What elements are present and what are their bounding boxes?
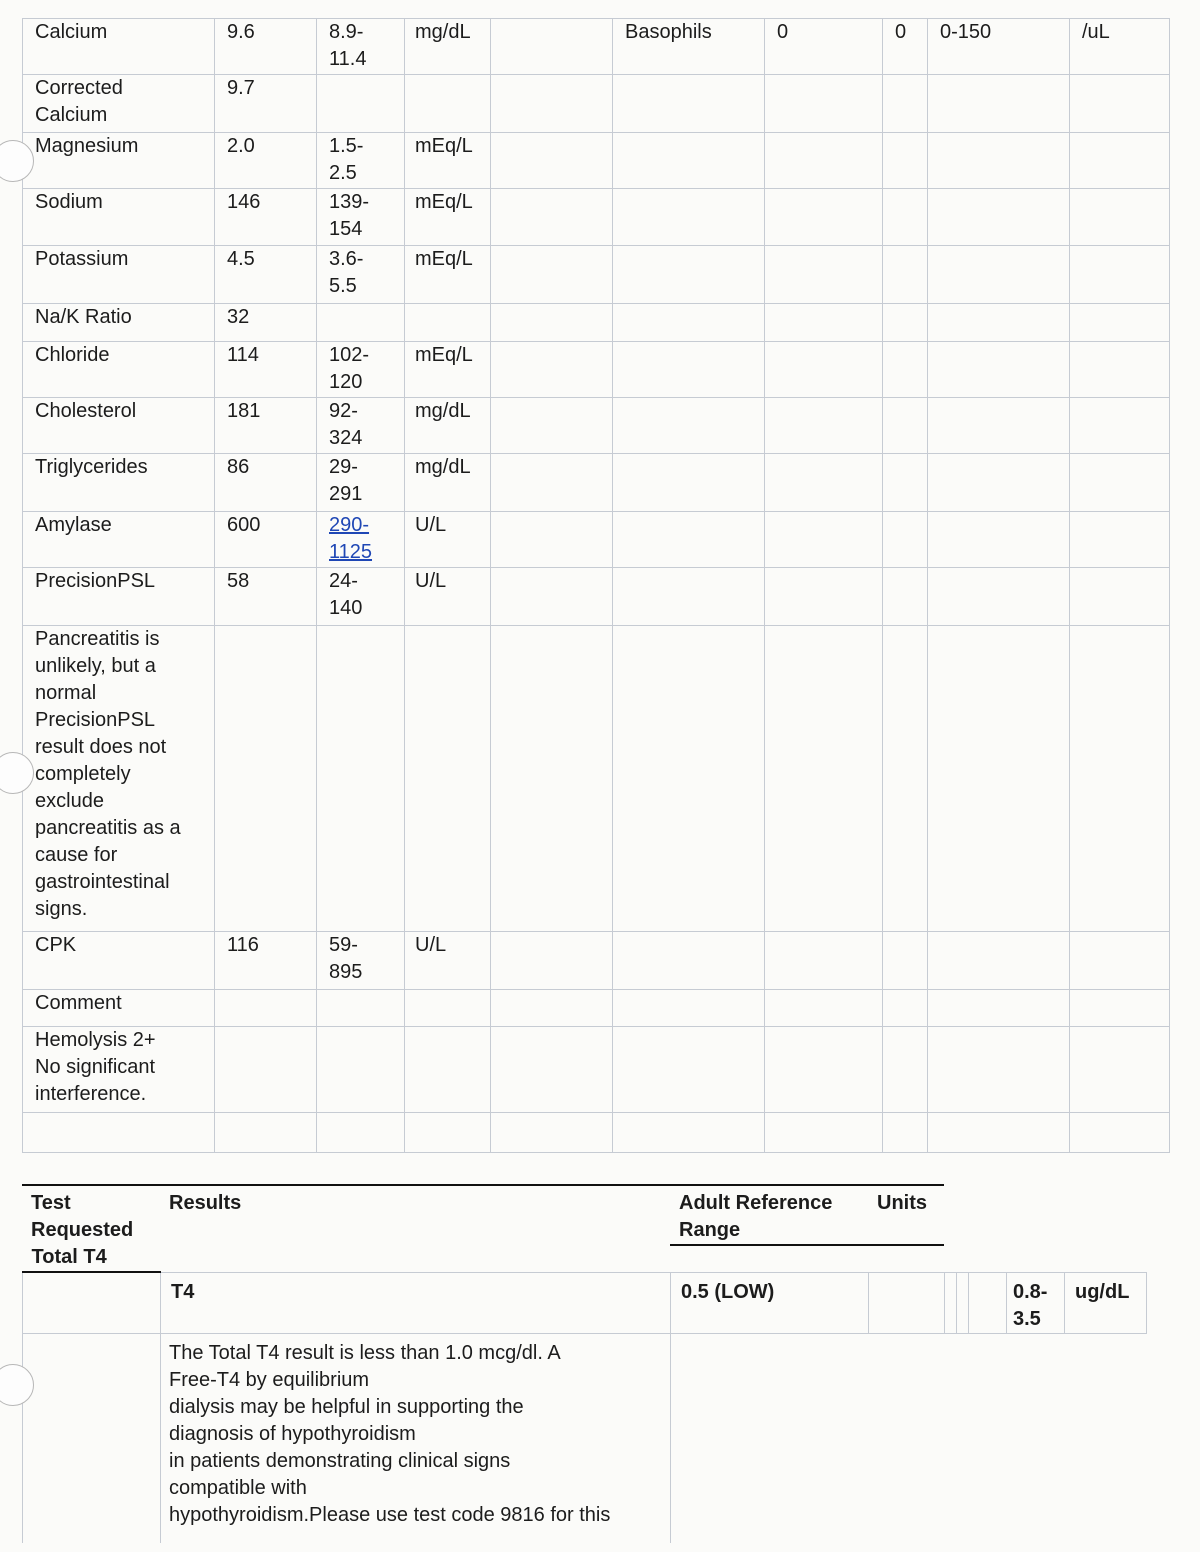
reference-range-cell: 3.6- 5.5: [317, 246, 405, 304]
hematology-units-cell: [1070, 398, 1170, 454]
hematology-range-cell: [928, 304, 1070, 342]
hematology-range-cell: [928, 342, 1070, 398]
test-name-cell: Magnesium: [23, 133, 215, 189]
hematology-range-cell: [928, 1113, 1070, 1153]
hematology-value-cell: [883, 990, 928, 1027]
header-test-requested: Test Requested: [22, 1185, 160, 1245]
hematology-value-cell: [883, 568, 928, 626]
table-row: [23, 189, 1170, 246]
units-cell: U/L: [405, 932, 491, 990]
units-cell: [405, 990, 491, 1027]
hematology-test-cell: [613, 1113, 765, 1153]
units-cell: mg/dL: [405, 454, 491, 512]
hematology-value-cell: [883, 189, 928, 246]
hematology-result-cell: [765, 932, 883, 990]
hematology-value-cell: [883, 1027, 928, 1113]
hematology-test-cell: [613, 568, 765, 626]
test-name-cell: Triglycerides: [23, 454, 215, 512]
reference-range-cell: [317, 1027, 405, 1113]
hematology-range-cell: [928, 133, 1070, 189]
header-adult-reference-range: Adult Reference Range: [670, 1185, 868, 1245]
units-cell: mEq/L: [405, 133, 491, 189]
hematology-range-cell: [928, 189, 1070, 246]
test-name-cell: Calcium: [23, 19, 215, 75]
hematology-value-cell: [883, 75, 928, 133]
hematology-value-cell: [883, 1113, 928, 1153]
result-cell: [215, 1113, 317, 1153]
result-cell: 86: [215, 454, 317, 512]
test-name-cell: [23, 1113, 215, 1153]
test-name-cell: Potassium: [23, 246, 215, 304]
result-cell: 9.6: [215, 19, 317, 75]
table-row: [23, 19, 1170, 75]
hematology-test-cell: [613, 932, 765, 990]
table-row: [23, 990, 1170, 1027]
hematology-test-cell: [613, 398, 765, 454]
reference-range-cell: 1.5- 2.5: [317, 133, 405, 189]
hematology-units-cell: [1070, 626, 1170, 932]
result-cell: 600: [215, 512, 317, 568]
panel-empty-cell: [23, 1272, 161, 1333]
hematology-range-cell: [928, 626, 1070, 932]
reference-range-cell: 24- 140: [317, 568, 405, 626]
reference-range-link[interactable]: 290- 1125: [329, 514, 373, 563]
units-cell: [405, 304, 491, 342]
hematology-range-cell: [928, 454, 1070, 512]
reference-range-cell: 139- 154: [317, 189, 405, 246]
hematology-range-cell: [928, 246, 1070, 304]
table-row: [23, 133, 1170, 189]
hematology-units-cell: [1070, 568, 1170, 626]
panel-result-value: 0.5 (LOW): [671, 1272, 869, 1333]
hematology-value-cell: [883, 398, 928, 454]
units-cell: [405, 1113, 491, 1153]
reference-range-cell: [317, 1113, 405, 1153]
hematology-test-cell: [613, 626, 765, 932]
hematology-value-cell: [883, 626, 928, 932]
thyroid-results-table: [22, 1244, 1147, 1543]
table-row: [23, 1113, 1170, 1153]
table-row: [23, 304, 1170, 342]
reference-range-cell: [317, 304, 405, 342]
result-cell: [215, 990, 317, 1027]
hematology-result-cell: [765, 568, 883, 626]
hematology-units-cell: [1070, 342, 1170, 398]
hematology-units-cell: [1070, 1027, 1170, 1113]
hematology-result-cell: [765, 75, 883, 133]
chemistry-results-table: [22, 18, 1170, 1153]
hematology-range-cell: [928, 512, 1070, 568]
reference-range-cell: 29- 291: [317, 454, 405, 512]
test-name-cell: Chloride: [23, 342, 215, 398]
hematology-value-cell: [883, 246, 928, 304]
hematology-test-cell: [613, 189, 765, 246]
hematology-range-cell: [928, 75, 1070, 133]
test-name-cell: Na/K Ratio: [23, 304, 215, 342]
table-row: [23, 246, 1170, 304]
test-name-cell: PrecisionPSL: [23, 568, 215, 626]
table-row: [23, 398, 1170, 454]
reference-range-cell: 59- 895: [317, 932, 405, 990]
panel-units: ug/dL: [1065, 1272, 1147, 1333]
hematology-result-cell: [765, 1113, 883, 1153]
table-row: [23, 512, 1170, 568]
test-name-cell: Sodium: [23, 189, 215, 246]
hematology-test-cell: [613, 454, 765, 512]
hematology-value-cell: [883, 512, 928, 568]
result-cell: [215, 1027, 317, 1113]
reference-range-cell: 8.9- 11.4: [317, 19, 405, 75]
hematology-value-cell: [883, 454, 928, 512]
test-name-cell: Hemolysis 2+ No significant interference.: [23, 1027, 215, 1113]
hematology-test-cell: [613, 342, 765, 398]
reference-range-cell: [317, 990, 405, 1027]
hematology-units-cell: [1070, 189, 1170, 246]
test-name-cell: Corrected Calcium: [23, 75, 215, 133]
hematology-units-cell: /uL: [1070, 19, 1170, 75]
hematology-value-cell: [883, 304, 928, 342]
hematology-result-cell: [765, 626, 883, 932]
reference-range-cell: 92- 324: [317, 398, 405, 454]
reference-range-cell: [317, 626, 405, 932]
units-cell: mg/dL: [405, 19, 491, 75]
units-cell: U/L: [405, 568, 491, 626]
hematology-result-cell: [765, 1027, 883, 1113]
hematology-value-cell: [883, 342, 928, 398]
result-cell: 4.5: [215, 246, 317, 304]
hematology-units-cell: [1070, 990, 1170, 1027]
hematology-result-cell: [765, 990, 883, 1027]
panel-reference-range: 0.8- 3.5: [1007, 1272, 1065, 1333]
reference-range-cell: [317, 75, 405, 133]
table-row: [23, 932, 1170, 990]
hematology-test-cell: [613, 512, 765, 568]
table-row: [23, 626, 1170, 932]
table-row: [23, 342, 1170, 398]
hematology-units-cell: [1070, 932, 1170, 990]
hematology-result-cell: [765, 454, 883, 512]
result-cell: 116: [215, 932, 317, 990]
hematology-units-cell: [1070, 246, 1170, 304]
hematology-test-cell: [613, 990, 765, 1027]
units-cell: mg/dL: [405, 398, 491, 454]
thyroid-header-table: [22, 1184, 944, 1246]
reference-range-cell: 102- 120: [317, 342, 405, 398]
hematology-units-cell: [1070, 512, 1170, 568]
hematology-result-cell: [765, 246, 883, 304]
hematology-range-cell: [928, 1027, 1070, 1113]
hematology-value-cell: 0: [883, 19, 928, 75]
table-row: [23, 1027, 1170, 1113]
units-cell: mEq/L: [405, 246, 491, 304]
units-cell: mEq/L: [405, 342, 491, 398]
hematology-range-cell: 0-150: [928, 19, 1070, 75]
table-row: [23, 454, 1170, 512]
table-row: [23, 75, 1170, 133]
panel-test-name: T4: [161, 1272, 671, 1333]
hematology-result-cell: [765, 512, 883, 568]
result-cell: [215, 626, 317, 932]
result-cell: 32: [215, 304, 317, 342]
hematology-units-cell: [1070, 304, 1170, 342]
hematology-test-cell: Basophils: [613, 19, 765, 75]
hematology-range-cell: [928, 398, 1070, 454]
result-cell: 181: [215, 398, 317, 454]
hematology-range-cell: [928, 990, 1070, 1027]
test-name-cell: Pancreatitis is unlikely, but a normal PrecisionPSL result does not completely exclude pancreatitis as a cause for gastrointestinal signs.: [23, 626, 215, 932]
hematology-units-cell: [1070, 133, 1170, 189]
test-name-cell: Amylase: [23, 512, 215, 568]
test-name-cell: CPK: [23, 932, 215, 990]
hematology-test-cell: [613, 133, 765, 189]
result-cell: 9.7: [215, 75, 317, 133]
hematology-test-cell: [613, 75, 765, 133]
hematology-units-cell: [1070, 454, 1170, 512]
hematology-value-cell: [883, 932, 928, 990]
hematology-result-cell: [765, 189, 883, 246]
result-cell: 2.0: [215, 133, 317, 189]
units-cell: U/L: [405, 512, 491, 568]
units-cell: [405, 1027, 491, 1113]
hematology-result-cell: 0: [765, 19, 883, 75]
hematology-result-cell: [765, 304, 883, 342]
header-results: Results: [160, 1185, 670, 1245]
hematology-range-cell: [928, 568, 1070, 626]
hematology-result-cell: [765, 133, 883, 189]
reference-range-cell: [317, 512, 405, 568]
hematology-units-cell: [1070, 1113, 1170, 1153]
hematology-result-cell: [765, 342, 883, 398]
test-name-cell: Cholesterol: [23, 398, 215, 454]
hematology-test-cell: [613, 304, 765, 342]
result-cell: 114: [215, 342, 317, 398]
units-cell: mEq/L: [405, 189, 491, 246]
hematology-range-cell: [928, 932, 1070, 990]
table-row: [23, 568, 1170, 626]
hematology-test-cell: [613, 246, 765, 304]
panel-interpretation-note: The Total T4 result is less than 1.0 mcg/dl. A Free-T4 by equilibrium dialysis may be helpful in supporting the diagnosis of hypothyroidism in patients demonstrating clinical signs compatible with hypothyroidism.Please use test code 9816 for this: [161, 1333, 671, 1543]
hematology-value-cell: [883, 133, 928, 189]
panel-name: Total T4: [23, 1244, 161, 1272]
result-cell: 146: [215, 189, 317, 246]
test-name-cell: Comment: [23, 990, 215, 1027]
units-cell: [405, 75, 491, 133]
header-units: Units: [868, 1185, 944, 1245]
hematology-result-cell: [765, 398, 883, 454]
result-cell: 58: [215, 568, 317, 626]
hematology-units-cell: [1070, 75, 1170, 133]
hematology-test-cell: [613, 1027, 765, 1113]
units-cell: [405, 626, 491, 932]
